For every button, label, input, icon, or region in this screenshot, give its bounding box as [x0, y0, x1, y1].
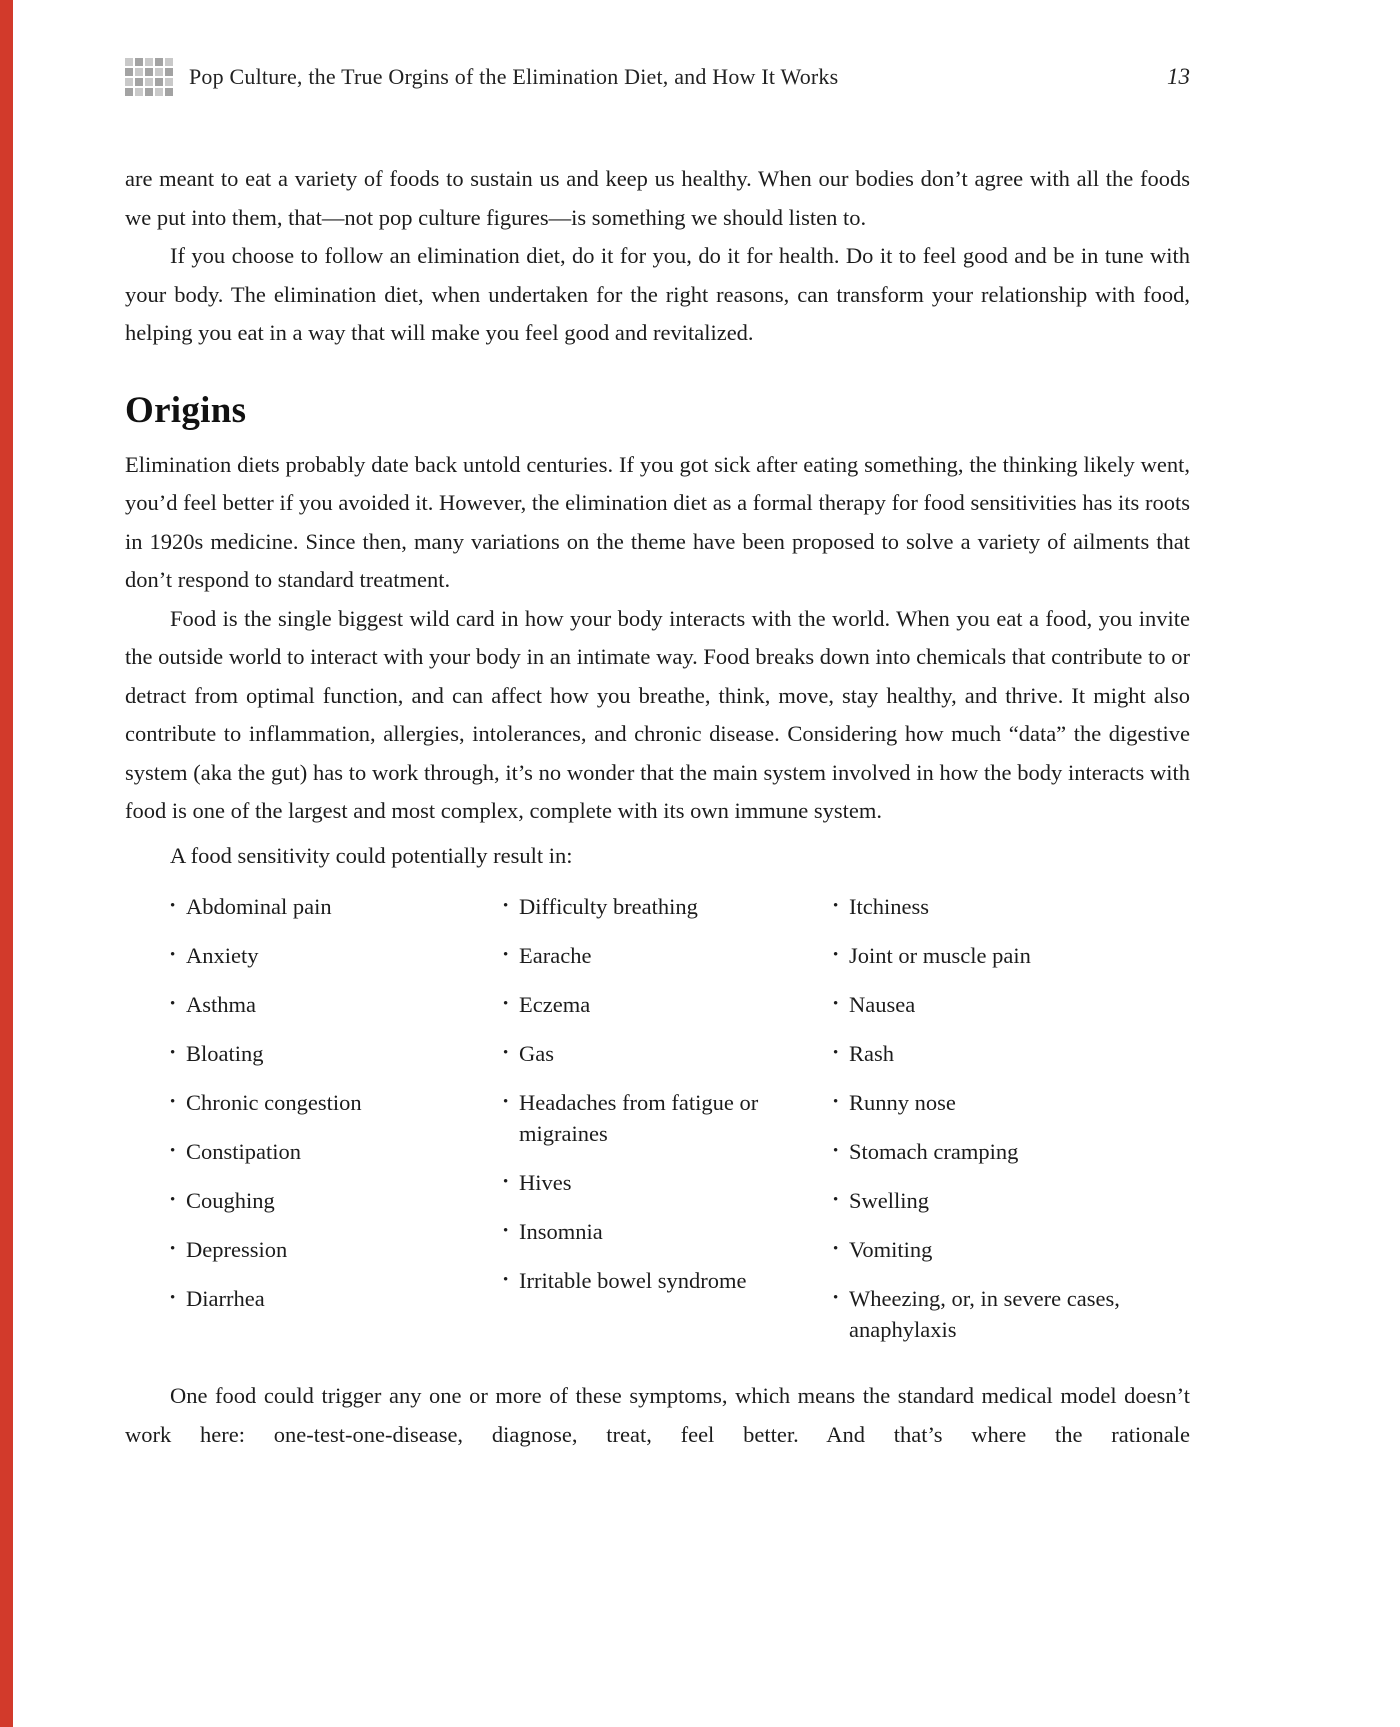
symptom-label: Difficulty breathing	[519, 894, 698, 919]
symptom-label: Runny nose	[849, 1090, 956, 1115]
list-item	[170, 1087, 503, 1118]
body-paragraph: are meant to eat a variety of foods to sustain us and keep us healthy. When our bodies don’t agree with all the foods we put into them, that—not pop culture figures—is something we should listen to.	[125, 166, 1190, 230]
bullet-icon: •	[503, 898, 509, 914]
list-item	[833, 1185, 1190, 1216]
list-item	[833, 940, 1190, 971]
list-item	[170, 1185, 503, 1216]
symptom-label: Depression	[186, 1237, 288, 1262]
page-edge-bar	[0, 0, 13, 1727]
symptom-label: Eczema	[519, 992, 591, 1017]
list-item	[833, 1136, 1190, 1167]
symptom-label: Headaches from fatigue or migraines	[519, 1090, 759, 1146]
symptom-label: Hives	[519, 1170, 572, 1195]
list-item	[833, 1234, 1190, 1265]
symptom-label: Wheezing, or, in severe cases, anaphylaxis	[849, 1286, 1120, 1342]
list-item	[503, 891, 833, 922]
bullet-icon: •	[170, 1290, 176, 1306]
book-page	[125, 58, 1190, 1454]
bullet-icon: •	[833, 996, 839, 1012]
bullet-icon: •	[170, 1143, 176, 1159]
list-item	[503, 1265, 833, 1296]
section-heading-origins: Origins	[125, 389, 247, 431]
symptom-list-intro: A food sensitivity could potentially result in:	[170, 842, 573, 868]
bullet-icon: •	[503, 996, 509, 1012]
symptom-label: Anxiety	[186, 943, 259, 968]
bullet-icon: •	[170, 1241, 176, 1257]
symptom-label: Bloating	[186, 1041, 264, 1066]
bullet-icon: •	[503, 1223, 509, 1239]
symptom-label: Asthma	[186, 992, 256, 1017]
list-item	[170, 1234, 503, 1265]
symptom-label: Insomnia	[519, 1219, 603, 1244]
list-item	[503, 1216, 833, 1247]
bullet-icon: •	[833, 1143, 839, 1159]
list-item	[170, 989, 503, 1020]
list-item	[833, 989, 1190, 1020]
bullet-icon: •	[503, 1272, 509, 1288]
symptom-label: Diarrhea	[186, 1286, 265, 1311]
bullet-icon: •	[833, 1290, 839, 1306]
symptom-column-2	[503, 891, 833, 1363]
body-paragraph: Elimination diets probably date back untold centuries. If you got sick after eating something, the thinking likely went, you’d feel better if you avoided it. However, the elimination diet as a formal therapy for food sensitivities has its roots in 1920s medicine. Since then, many variations on the theme have been proposed to solve a variety of ailments that don’t respond to standard treatment.	[125, 451, 1190, 592]
symptom-label: Gas	[519, 1041, 554, 1066]
list-item	[833, 1087, 1190, 1118]
symptom-label: Joint or muscle pain	[849, 943, 1031, 968]
symptom-label: Stomach cramping	[849, 1139, 1019, 1164]
body-copy	[125, 160, 1190, 1454]
list-item	[503, 989, 833, 1020]
list-item	[833, 891, 1190, 922]
body-paragraph: If you choose to follow an elimination diet, do it for you, do it for health. Do it to feel good and be in tune with your body. The elimination diet, when undertaken for the right reasons, can transform your relationship with food, helping you eat in a way that will make you feel good and revitalized.	[125, 243, 1190, 345]
list-item	[170, 940, 503, 971]
bullet-icon: •	[170, 947, 176, 963]
list-item	[170, 891, 503, 922]
symptom-label: Rash	[849, 1041, 894, 1066]
list-item	[503, 1087, 833, 1149]
symptom-label: Chronic congestion	[186, 1090, 362, 1115]
list-item	[170, 1283, 503, 1314]
symptom-label: Constipation	[186, 1139, 302, 1164]
symptom-columns	[170, 891, 1190, 1363]
symptom-label: Swelling	[849, 1188, 930, 1213]
bullet-icon: •	[170, 996, 176, 1012]
body-paragraph: Food is the single biggest wild card in how your body interacts with the world. When you eat a food, you invite the outside world to interact with your body in an intimate way. Food breaks down into chemicals that contribute to or detract from optimal function, and can affect how you breathe, think, move, stay healthy, and thrive. It might also contribute to inflammation, allergies, intolerances, and chronic disease. Considering how much “data” the digestive system (aka the gut) has to work through, it’s no wonder that the main system involved in how the body interacts with food is one of the largest and most complex, complete with its own immune system.	[125, 605, 1190, 823]
symptom-label: Coughing	[186, 1188, 275, 1213]
symptom-label: Abdominal pain	[186, 894, 332, 919]
list-item	[503, 940, 833, 971]
bullet-icon: •	[170, 1094, 176, 1110]
bullet-icon: •	[833, 1241, 839, 1257]
list-item	[833, 1038, 1190, 1069]
bullet-icon: •	[170, 1192, 176, 1208]
running-header	[125, 58, 1190, 96]
symptom-column-1	[170, 891, 503, 1363]
bullet-icon: •	[833, 1094, 839, 1110]
bullet-icon: •	[170, 1045, 176, 1061]
list-item	[503, 1167, 833, 1198]
symptom-label: Vomiting	[849, 1237, 933, 1262]
bullet-icon: •	[170, 898, 176, 914]
bullet-icon: •	[833, 947, 839, 963]
page-number: 13	[1167, 64, 1190, 89]
bullet-icon: •	[503, 1174, 509, 1190]
bullet-icon: •	[833, 1045, 839, 1061]
halftone-grid-icon	[125, 58, 173, 96]
running-header-title: Pop Culture, the True Orgins of the Elimination Diet, and How It Works	[189, 64, 839, 89]
symptom-label: Irritable bowel syndrome	[519, 1268, 747, 1293]
list-item	[170, 1136, 503, 1167]
symptom-column-3	[833, 891, 1190, 1363]
bullet-icon: •	[503, 1094, 509, 1110]
list-item	[833, 1283, 1190, 1345]
symptom-label: Itchiness	[849, 894, 929, 919]
body-paragraph: One food could trigger any one or more of these symptoms, which means the standard medical model doesn’t work here: one-test-one-disease, diagnose, treat, feel better. And that’s where the rationale	[125, 1383, 1190, 1447]
bullet-icon: •	[833, 1192, 839, 1208]
list-item	[503, 1038, 833, 1069]
symptom-label: Nausea	[849, 992, 916, 1017]
bullet-icon: •	[503, 1045, 509, 1061]
list-item	[170, 1038, 503, 1069]
bullet-icon: •	[503, 947, 509, 963]
symptom-label: Earache	[519, 943, 592, 968]
bullet-icon: •	[833, 898, 839, 914]
